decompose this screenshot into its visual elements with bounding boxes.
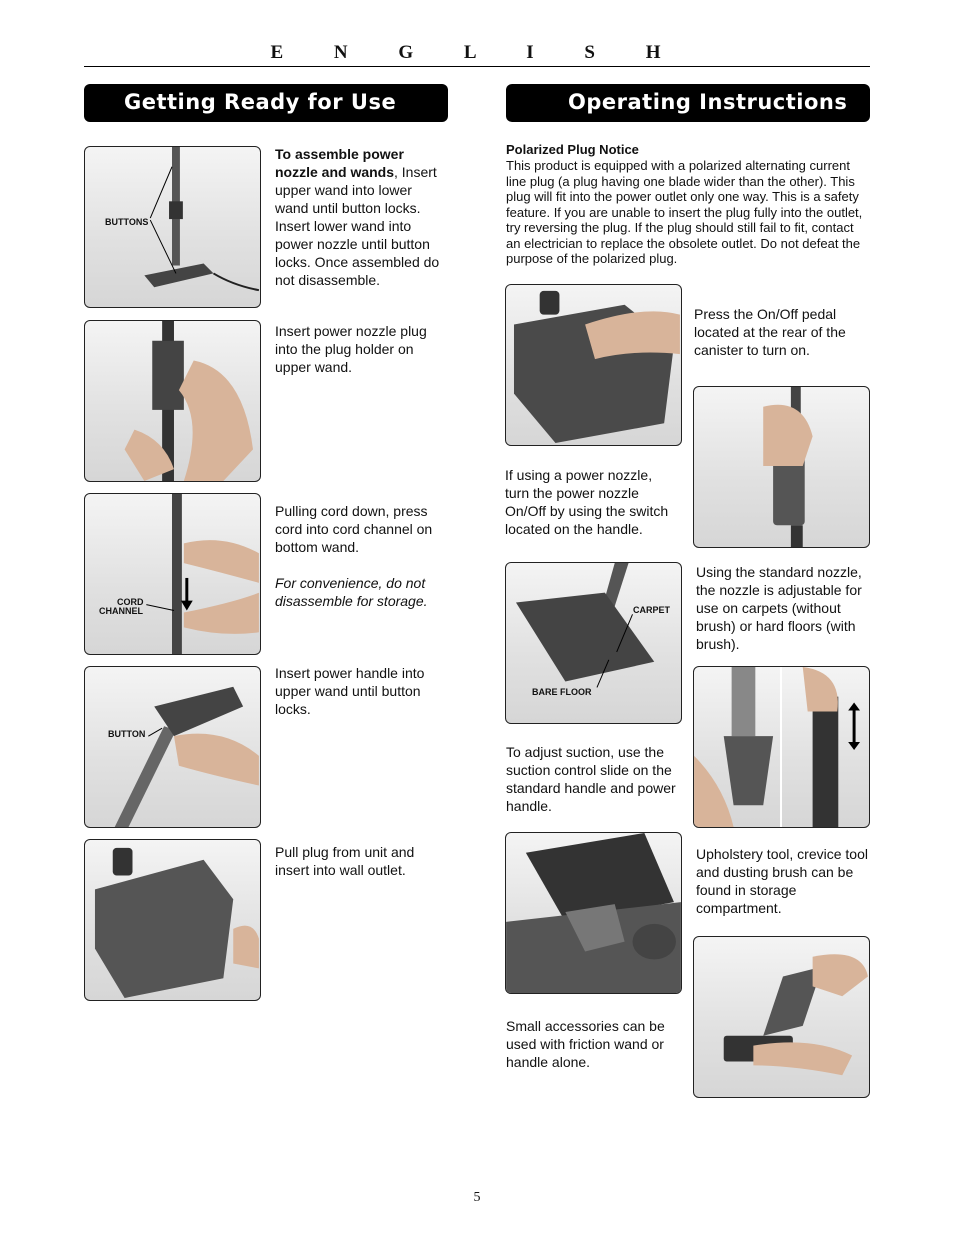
buttons-label: BUTTONS [105, 217, 149, 227]
cord-label: CORD [117, 597, 144, 607]
canister-hand-illustration [506, 285, 681, 445]
accessories-caption: Small accessories can be used with friction wand or handle alone. [506, 1018, 665, 1070]
plug-holder-photo [84, 320, 261, 482]
language-header: E N G L I S H [270, 42, 684, 63]
suction-control-illustration [694, 667, 869, 827]
standard-nozzle-photo [505, 562, 682, 724]
handle-switch-illustration [694, 387, 869, 547]
pedal-caption: Press the On/Off pedal located at the rear of the canister to turn on. [694, 306, 846, 358]
polarized-notice-text: This product is equipped with a polarized alternating current line plug (a plug having one blade wider than the other). This plug will fit into the power outlet only one way. This is a safety feature. If you are unable to insert the plug fully into the outlet, try reversing the plug. If the plug should still fail to fit, contact an electrician to replace the obsolete outlet. Do not defeat the purpose of the polarized plug. [506, 158, 863, 266]
canister-illustration [85, 840, 260, 1000]
power-handle-illustration [85, 667, 260, 827]
step-handle-text: Insert power handle into upper wand until button locks. [275, 665, 425, 717]
step-cord-note: For convenience, do not disassemble for storage. [275, 575, 428, 609]
carpet-label: CARPET [633, 605, 671, 615]
storage-compartment-photo [505, 832, 682, 994]
header-rule [84, 66, 870, 67]
assemble-wands-photo [84, 146, 261, 308]
bare-floor-label: BARE FLOOR [532, 687, 592, 697]
standard-nozzle-caption: Using the standard nozzle, the nozzle is adjustable for use on carpets (without brush) or hard floors (with brush). [696, 564, 862, 652]
polarized-notice-title: Polarized Plug Notice [506, 142, 639, 157]
step-assemble-text [275, 145, 440, 289]
tools-caption: Upholstery tool, crevice tool and dusting brush can be found in storage compartment. [696, 846, 868, 916]
cord-channel-photo [84, 493, 261, 655]
button-label: BUTTON [108, 729, 146, 739]
suction-caption: To adjust suction, use the suction control slide on the standard handle and power handle. [506, 744, 676, 814]
power-nozzle-switch-photo [693, 386, 870, 548]
wand-illustration [85, 147, 260, 307]
suction-control-photo [693, 666, 870, 828]
getting-ready-banner [84, 84, 448, 122]
accessory-illustration [694, 937, 869, 1097]
operating-instructions-banner [506, 84, 870, 122]
plug-holder-illustration [85, 321, 260, 481]
wall-outlet-photo [84, 839, 261, 1001]
getting-ready-title: Getting Ready for Use [124, 90, 397, 114]
step-cord-text: Pulling cord down, press cord into cord channel on bottom wand. [275, 503, 433, 555]
step-plug-holder-text: Insert power nozzle plug into the plug holder on upper wand. [275, 323, 427, 375]
nozzle-illustration [506, 563, 681, 723]
accessories-photo [693, 936, 870, 1098]
step-assemble-body: Insert upper wand into lower wand until button locks. Insert lower wand into power nozzle until button locks. Once assembled do not disassemble. [275, 164, 440, 288]
step-assemble-comma: , [394, 164, 398, 180]
power-nozzle-caption: If using a power nozzle, turn the power nozzle On/Off by using the switch located on the handle. [505, 467, 669, 537]
power-handle-photo [84, 666, 261, 828]
step-outlet-text: Pull plug from unit and insert into wall outlet. [275, 844, 415, 878]
page-number: 5 [473, 1190, 481, 1205]
operating-instructions-title: Operating Instructions [568, 90, 848, 114]
storage-illustration [506, 833, 681, 993]
step-assemble-heading: To assemble power nozzle and wands [275, 146, 404, 180]
channel-label: CHANNEL [99, 606, 143, 616]
canister-pedal-photo [505, 284, 682, 446]
cord-channel-illustration [85, 494, 260, 654]
